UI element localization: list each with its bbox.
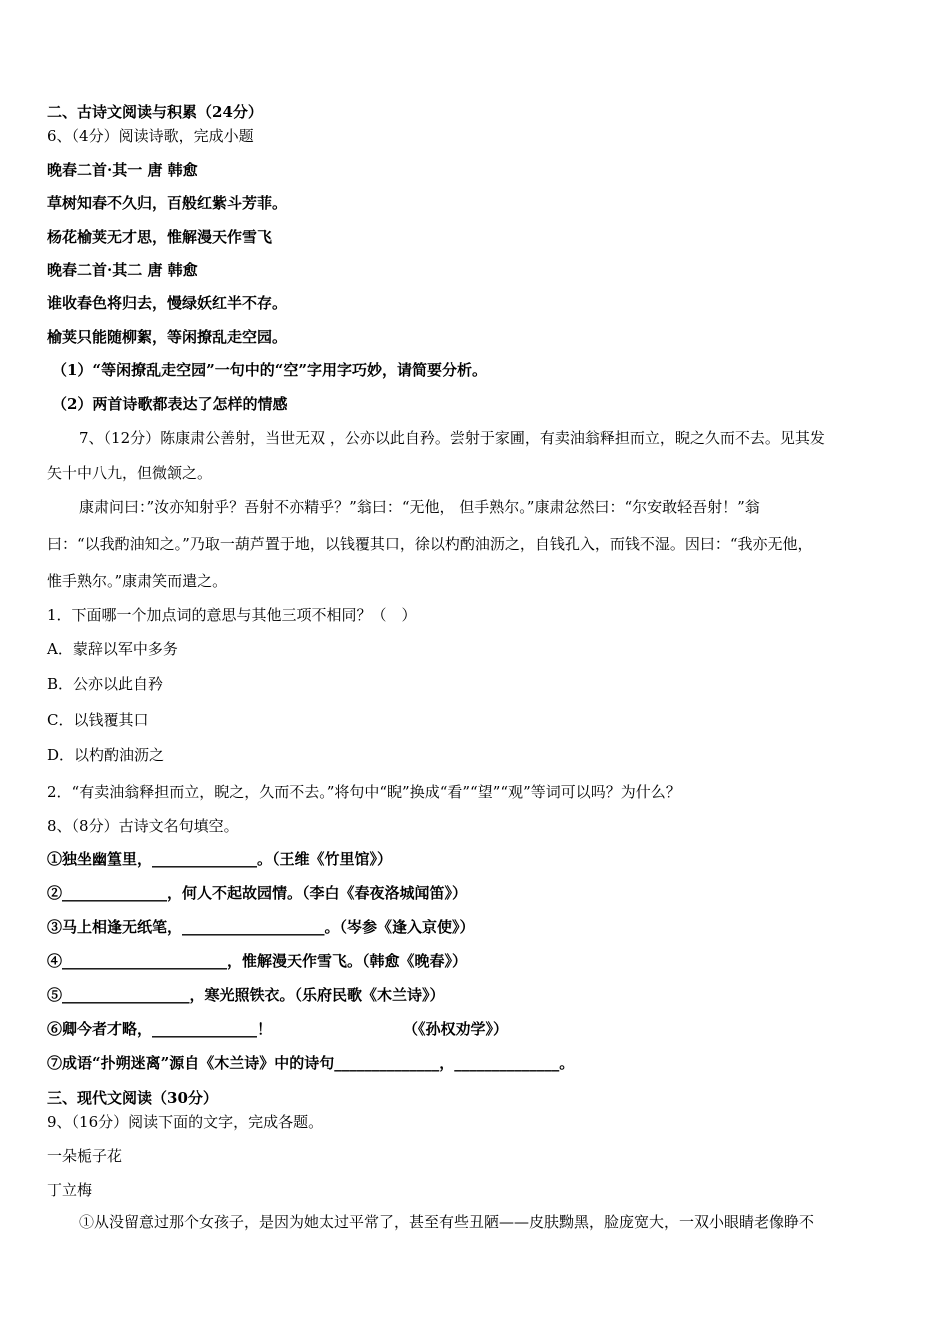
poem1-title: 晚春二首·其一 唐 韩愈 <box>47 161 198 179</box>
q6-sub2: （2）两首诗歌都表达了怎样的情感 <box>52 395 288 413</box>
q7-p2-line1: 康肃问曰：”汝亦知射乎？吾射不亦精乎？”翁曰：“无他， 但手熟尔。”康肃忿然曰：“尔安敢轻吾射！”翁 <box>79 498 760 516</box>
q7-p1-line2: 矢十中八九，但微颔之。 <box>47 464 213 482</box>
q6-sub1: （1）“等闲撩乱走空园”一句中的“空”字用字巧妙，请简要分析。 <box>52 361 487 379</box>
q8-line6-blank: ⑥卿今者才略，______________！ <box>47 1020 273 1038</box>
q6-title: 6、（4分）阅读诗歌，完成小题 <box>47 127 254 145</box>
q7-p2-line2: 曰：“以我酌油知之。”乃取一葫芦置于地，以钱覆其口，徐以杓酌油沥之，自钱孔入，而钱不湿。因曰：“我亦无他， <box>47 535 813 553</box>
q8-line2: ②______________，何人不起故园情。（李白《春夜洛城闻笛》） <box>47 884 468 902</box>
poem2-line1: 谁收春色将归去，慢绿妖红半不存。 <box>47 294 288 312</box>
q9-title: 9、（16分）阅读下面的文字，完成各题。 <box>47 1113 324 1131</box>
q7-question1: 1．下面哪一个加点词的意思与其他三项不相同？（ ） <box>47 606 417 624</box>
article-paragraph1: ①从没留意过那个女孩子，是因为她太过平常了，甚至有些丑陋——皮肤黝黑，脸庞宽大，一双小眼睛老像睁不 <box>79 1213 815 1231</box>
q7-question2: 2．“有卖油翁释担而立，睨之，久而不去。”将句中“睨”换成“看”“望”“观”等词可以吗？为什么？ <box>47 783 681 801</box>
q7-p2-line3: 惟手熟尔。”康肃笑而遣之。 <box>47 572 228 590</box>
q7-option-b: B．公亦以此自矜 <box>47 675 164 693</box>
q7-option-a: A．蒙辞以军中多务 <box>47 640 178 658</box>
poem2-line2: 榆荚只能随柳絮，等闲撩乱走空园。 <box>47 328 288 346</box>
article-title: 一朵栀子花 <box>47 1147 123 1165</box>
q8-line3: ③马上相逢无纸笔，___________________。（岑参《逢入京使》） <box>47 918 475 936</box>
section2-heading: 二、古诗文阅读与积累（24分） <box>47 103 263 121</box>
q7-p1-line1: 7、（12分）陈康肃公善射，当世无双 ，公亦以此自矜。尝射于家圃，有卖油翁释担而立，睨之久而不去。见其发 <box>79 429 825 447</box>
article-author: 丁立梅 <box>47 1181 93 1199</box>
q7-option-d: D．以杓酌油沥之 <box>47 746 165 764</box>
q8-line1: ①独坐幽篁里，______________。（王维《竹里馆》） <box>47 850 393 868</box>
section3-heading: 三、现代文阅读（30分） <box>47 1089 218 1107</box>
q8-line5: ⑤_________________，寒光照铁衣。（乐府民歌《木兰诗》） <box>47 986 445 1004</box>
q8-title: 8、（8分）古诗文名句填空。 <box>47 817 239 835</box>
q8-line6-source: （《孙权劝学》） <box>403 1020 509 1038</box>
poem1-line1: 草树知春不久归，百般红紫斗芳菲。 <box>47 194 288 212</box>
q7-option-c: C．以钱覆其口 <box>47 711 149 729</box>
q8-line4: ④______________________，惟解漫天作雪飞。（韩愈《晚春》） <box>47 952 468 970</box>
q8-line7: ⑦成语“扑朔迷离”源自《木兰诗》中的诗句______________，______________。 <box>47 1054 575 1072</box>
poem1-line2: 杨花榆荚无才思，惟解漫天作雪飞 <box>47 228 273 246</box>
poem2-title: 晚春二首·其二 唐 韩愈 <box>47 261 198 279</box>
